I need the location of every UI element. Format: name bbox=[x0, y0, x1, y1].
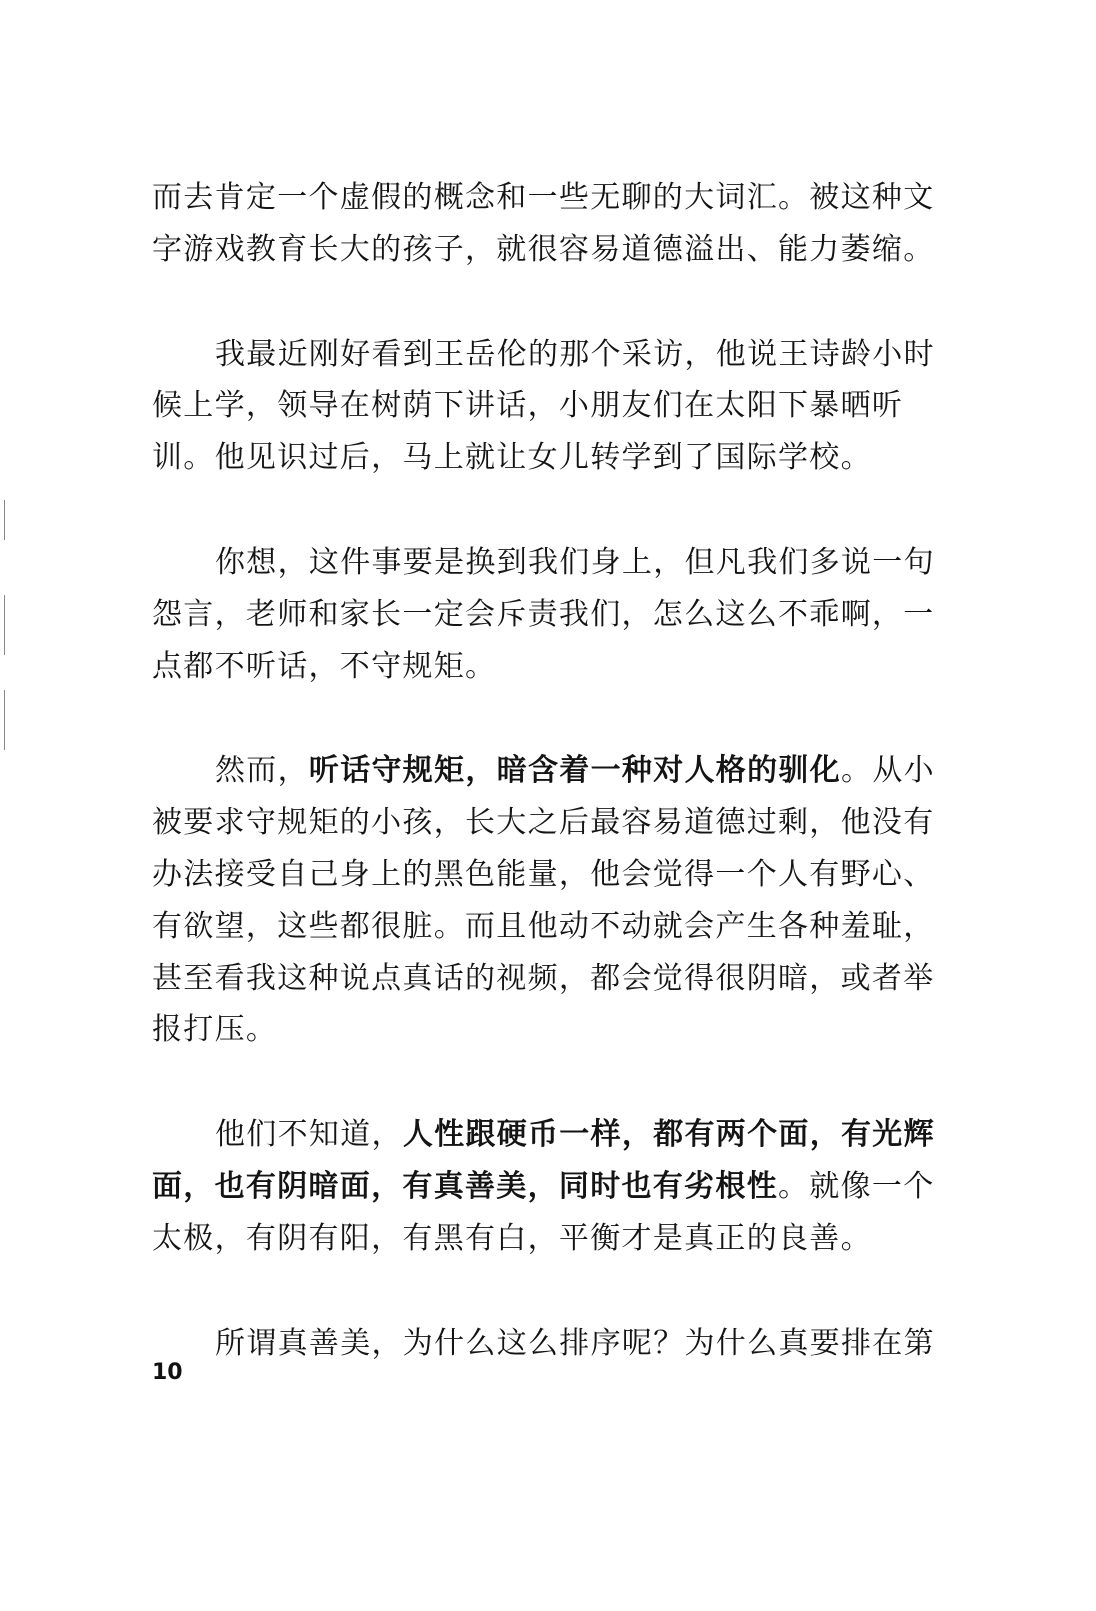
text: 。从小 bbox=[841, 753, 935, 789]
text: 然而， bbox=[215, 753, 309, 789]
text: 训。他见识过后，马上就让女儿转学到了国际学校。 bbox=[152, 440, 872, 476]
text: 怨言，老师和家长一定会斥责我们，怎么这么不乖啊，一 bbox=[152, 596, 935, 632]
bold-text: 面，也有阴暗面，有真善美，同时也有劣根性 bbox=[152, 1168, 778, 1204]
text-line bbox=[152, 1004, 952, 1056]
text: 他们不知道， bbox=[215, 1117, 403, 1153]
text: 字游戏教育长大的孩子，就很容易道德溢出、能力萎缩。 bbox=[152, 231, 935, 267]
text: 点都不听话，不守规矩。 bbox=[152, 648, 497, 684]
paragraph bbox=[152, 1318, 952, 1370]
text-line bbox=[152, 745, 952, 797]
text: 报打压。 bbox=[152, 1012, 278, 1048]
text-line bbox=[152, 1161, 952, 1213]
text-line bbox=[152, 849, 952, 901]
book-page-body bbox=[152, 172, 952, 1422]
paragraph bbox=[152, 537, 952, 692]
text-line bbox=[152, 224, 952, 276]
page-number: 10 bbox=[152, 1360, 183, 1385]
bold-text: 人性跟硬币一样，都有两个面，有光辉 bbox=[402, 1117, 935, 1153]
text-line bbox=[152, 1318, 952, 1370]
text-line bbox=[152, 1109, 952, 1161]
text-line bbox=[152, 432, 952, 484]
text-line bbox=[152, 953, 952, 1005]
text-line bbox=[152, 537, 952, 589]
scan-edge-mark bbox=[4, 500, 5, 540]
paragraph bbox=[152, 745, 952, 1056]
bold-text: 听话守规矩，暗含着一种对人格的驯化 bbox=[308, 753, 842, 789]
text: 你想，这件事要是换到我们身上，但凡我们多说一句 bbox=[215, 544, 935, 580]
scan-edge-mark bbox=[4, 690, 5, 750]
text: 有欲望，这些都很脏。而且他动不动就会产生各种羞耻， bbox=[152, 908, 935, 944]
paragraph bbox=[152, 329, 952, 484]
text: 所谓真善美，为什么这么排序呢？为什么真要排在第 bbox=[215, 1325, 935, 1361]
text-line bbox=[152, 797, 952, 849]
text: 被要求守规矩的小孩，长大之后最容易道德过剩，他没有 bbox=[152, 805, 935, 841]
text: 甚至看我这种说点真话的视频，都会觉得很阴暗，或者举 bbox=[152, 960, 935, 996]
text-line bbox=[152, 172, 952, 224]
text-line bbox=[152, 1213, 952, 1265]
text: 我最近刚好看到王岳伦的那个采访，他说王诗龄小时 bbox=[215, 336, 935, 372]
paragraph bbox=[152, 1109, 952, 1264]
scan-edge-mark bbox=[4, 595, 5, 655]
text-line bbox=[152, 641, 952, 693]
text: 办法接受自己身上的黑色能量，他会觉得一个人有野心、 bbox=[152, 856, 935, 892]
text: 候上学，领导在树荫下讲话，小朋友们在太阳下暴晒听 bbox=[152, 388, 904, 424]
text-line bbox=[152, 380, 952, 432]
text-line bbox=[152, 329, 952, 381]
text: 太极，有阴有阳，有黑有白，平衡才是真正的良善。 bbox=[152, 1220, 872, 1256]
text: 而去肯定一个虚假的概念和一些无聊的大词汇。被这种文 bbox=[152, 180, 935, 215]
text-line bbox=[152, 901, 952, 953]
paragraph bbox=[152, 172, 952, 276]
text-line bbox=[152, 589, 952, 641]
text: 。就像一个 bbox=[778, 1168, 935, 1204]
